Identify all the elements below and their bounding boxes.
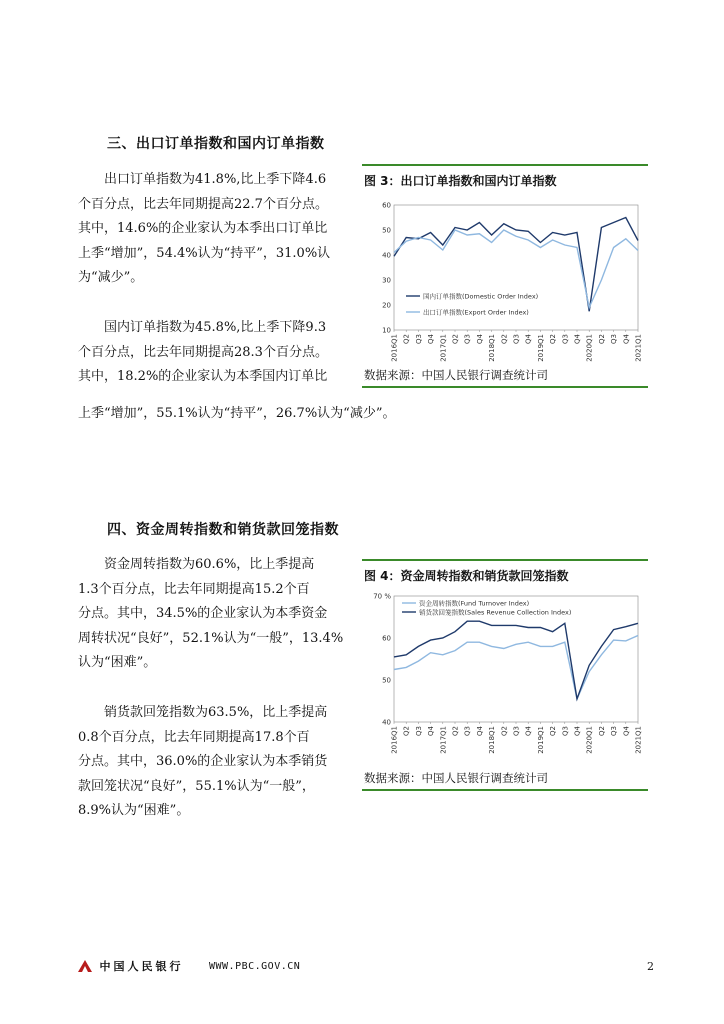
paragraph-line: 其中，14.6%的企业家认为本季出口订单比 [78, 221, 328, 236]
paragraph-line: 出口订单指数为41.8%,比上季下降4.6 [104, 172, 327, 187]
series-line [394, 621, 638, 699]
paragraph-line: 款回笼状况“良好”，55.1%认为“一般”， [78, 778, 315, 794]
x-tick-label: Q4 [622, 334, 631, 344]
x-tick-label: Q2 [451, 726, 460, 736]
x-tick-label: 2020Q1 [585, 726, 594, 754]
figure-3 [362, 164, 648, 388]
x-tick-label: 2018Q1 [488, 726, 497, 754]
paragraph-line: 1.3个百分点，比去年同期提高15.2个百 [78, 581, 310, 597]
legend-label: 资金周转指数(Fund Turnover Index) [419, 599, 530, 608]
section-3-paragraph-2 [78, 316, 354, 390]
x-tick-label: Q4 [524, 334, 533, 344]
x-tick-label: 2017Q1 [439, 726, 448, 754]
y-tick-label: 30 [382, 276, 391, 285]
x-tick-label: Q3 [512, 726, 521, 736]
x-tick-label: Q2 [500, 726, 509, 736]
x-tick-label: 2016Q1 [390, 334, 399, 362]
x-tick-label: Q3 [512, 334, 521, 344]
x-tick-label: Q4 [427, 726, 436, 736]
figure-4-chart [362, 588, 648, 768]
x-tick-label: Q4 [524, 726, 533, 736]
x-tick-label: 2021Q1 [634, 334, 643, 362]
y-tick-label: 50 [382, 676, 391, 685]
x-tick-label: Q2 [549, 726, 558, 736]
y-tick-label: 10 [382, 326, 391, 335]
x-tick-label: 2021Q1 [634, 726, 643, 754]
section-3-heading: 三、出口订单指数和国内订单指数 [107, 136, 325, 152]
x-tick-label: Q3 [561, 334, 570, 344]
x-tick-label: Q3 [414, 334, 423, 344]
x-tick-label: 2019Q1 [536, 334, 545, 362]
figure-3-chart [362, 193, 648, 365]
x-tick-label: Q2 [402, 726, 411, 736]
legend-label: 国内订单指数(Domestic Order Index) [423, 292, 539, 301]
x-tick-label: Q3 [610, 726, 619, 736]
x-tick-label: Q4 [475, 334, 484, 344]
figure-3-source: 数据来源：中国人民银行调查统计司 [364, 368, 548, 382]
paragraph-line: 资金周转指数为60.6%，比上季提高 [104, 557, 315, 572]
figure-4-caption: 图 4：资金周转指数和销货款回笼指数 [364, 569, 569, 583]
x-tick-label: Q2 [597, 334, 606, 344]
legend-label: 出口订单指数(Export Order Index) [423, 308, 529, 317]
x-tick-label: Q2 [549, 334, 558, 344]
x-tick-label: Q3 [561, 726, 570, 736]
y-tick-label: 40 [382, 251, 391, 260]
x-tick-label: Q2 [597, 726, 606, 736]
series-line [394, 635, 638, 698]
paragraph-line: 为“减少”。 [78, 270, 144, 285]
page-footer [78, 958, 654, 974]
figure-3-caption: 图 3：出口订单指数和国内订单指数 [364, 174, 557, 188]
x-tick-label: 2017Q1 [439, 334, 448, 362]
paragraph-line: 个百分点，比去年同期提高22.7个百分点。 [78, 196, 328, 212]
x-tick-label: Q3 [414, 726, 423, 736]
x-tick-label: Q3 [463, 726, 472, 736]
footer-url[interactable]: WWW.PBC.GOV.CN [209, 960, 301, 972]
paragraph-line: 0.8个百分点，比去年同期提高17.8个百 [78, 729, 310, 745]
figure-4 [362, 559, 648, 791]
paragraph-line: 分点。其中，34.5%的企业家认为本季资金 [78, 606, 328, 621]
x-tick-label: Q2 [451, 334, 460, 344]
section-4-paragraph-2 [78, 701, 350, 824]
paragraph-line: 分点。其中，36.0%的企业家认为本季销货 [78, 754, 328, 769]
x-tick-label: Q4 [622, 726, 631, 736]
y-tick-label: 60 [382, 201, 391, 210]
paragraph-line: 国内订单指数为45.8%,比上季下降9.3 [104, 320, 327, 335]
y-tick-label: 20 [382, 301, 391, 310]
section-3-paragraph-2-end: 上季“增加”，55.1%认为“持平”，26.7%认为“减少”。 [78, 406, 396, 421]
footer-bank-name: 中国人民银行 [99, 960, 184, 973]
section-4-paragraph-1 [78, 553, 350, 676]
x-tick-label: 2019Q1 [536, 726, 545, 754]
legend-label: 销货款回笼指数(Sales Revenue Collection Index) [419, 608, 572, 617]
paragraph-line: 个百分点，比去年同期提高28.3个百分点。 [78, 344, 328, 360]
section-4-heading: 四、资金周转指数和销货款回笼指数 [107, 522, 339, 538]
x-tick-label: 2016Q1 [390, 726, 399, 754]
pboc-logo-icon [78, 960, 92, 972]
page-number: 2 [647, 960, 654, 973]
x-tick-label: Q4 [427, 334, 436, 344]
figure-4-source: 数据来源：中国人民银行调查统计司 [364, 771, 548, 785]
paragraph-line: 上季“增加”，54.4%认为“持平”，31.0%认 [78, 245, 331, 261]
x-tick-label: 2018Q1 [488, 334, 497, 362]
x-tick-label: Q4 [573, 726, 582, 736]
figure-bottom-rule [362, 789, 648, 791]
figure-bottom-rule [362, 386, 648, 388]
x-tick-label: Q3 [610, 334, 619, 344]
paragraph-line: 周转状况“良好”，52.1%认为“一般”，13.4% [78, 630, 344, 646]
y-tick-label: 70 % [373, 592, 391, 601]
paragraph-line: 销货款回笼指数为63.5%，比上季提高 [104, 705, 328, 720]
y-tick-label: 60 [382, 634, 391, 643]
x-tick-label: Q2 [402, 334, 411, 344]
x-tick-label: 2020Q1 [585, 334, 594, 362]
paragraph-line: 其中，18.2%的企业家认为本季国内订单比 [78, 369, 328, 384]
paragraph-line: 认为“困难”。 [78, 655, 157, 670]
paragraph-line: 8.9%认为“困难”。 [78, 803, 190, 818]
y-tick-label: 40 [382, 718, 391, 727]
section-3-paragraph-1 [78, 168, 354, 291]
x-tick-label: Q4 [573, 334, 582, 344]
y-tick-label: 50 [382, 226, 391, 235]
x-tick-label: Q2 [500, 334, 509, 344]
x-tick-label: Q4 [475, 726, 484, 736]
x-tick-label: Q3 [463, 334, 472, 344]
